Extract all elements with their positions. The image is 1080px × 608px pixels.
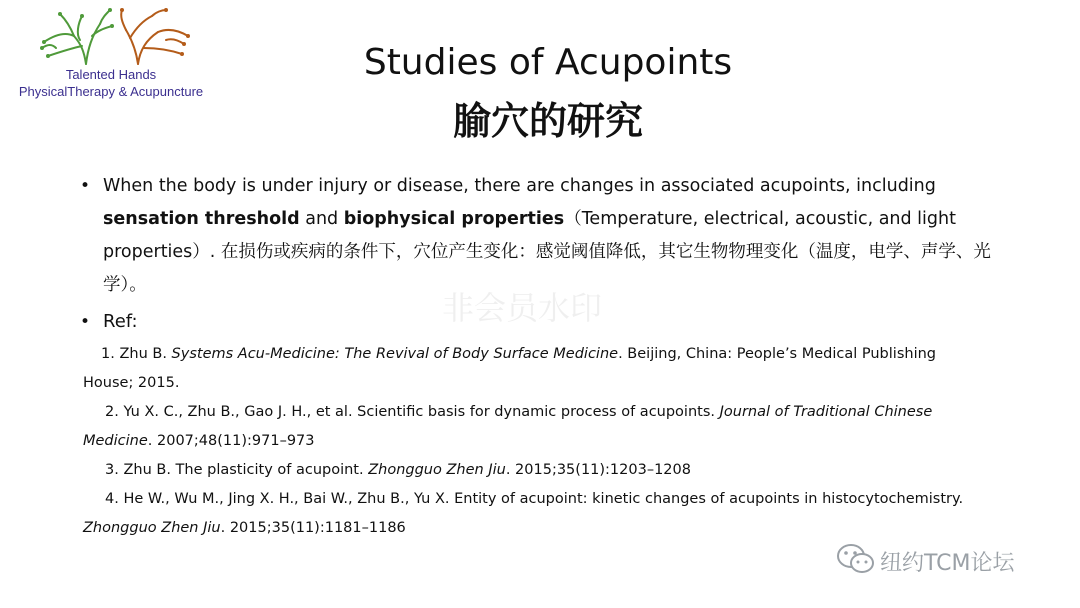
reference-text: Yu X. C., Zhu B., Gao J. H., et al. Scientific basis for dynamic process of acupoints. <box>123 404 720 420</box>
bullet-dot-icon: • <box>80 312 91 332</box>
reference-number: 3. <box>105 462 124 478</box>
reference-number: 2. <box>105 404 124 420</box>
reference-title-italic: Zhongguo Zhen Jiu <box>368 462 506 478</box>
bullet-1-part2: and <box>299 209 344 229</box>
reference-details: . 2007;48(11):971–973 <box>147 433 315 449</box>
watermark-text: 非会员水印 <box>442 289 603 327</box>
reference-details: . Beijing, China: People’s Medical Publishing House; 2015. <box>83 346 936 391</box>
reference-number: 1. <box>101 346 120 362</box>
reference-details: . 2015;35(11):1181–1186 <box>220 520 406 536</box>
reference-details: . 2015;35(11):1203–1208 <box>505 462 691 478</box>
bullet-1-bold2: biophysical properties <box>343 209 565 229</box>
reference-title-italic: Systems Acu-Medicine: The Revival of Body Surface Medicine <box>171 346 619 362</box>
reference-text: He W., Wu M., Jing X. H., Bai W., Zhu B., Yu X. Entity of acupoint: kinetic changes of acupoints in histocytochemistry. <box>123 491 964 507</box>
wechat-account-tag <box>836 540 1051 580</box>
bullet-1-part1: When the body is under injury or disease, there are changes in associated acupoints, including <box>103 176 936 196</box>
slide-title-chinese: 腧穴的研究 <box>452 99 643 143</box>
reference-item <box>83 340 983 398</box>
reference-text: Zhu B. The plasticity of acupoint. <box>123 462 369 478</box>
reference-title-italic: Zhongguo Zhen Jiu <box>83 520 221 536</box>
reference-item <box>83 456 983 485</box>
wechat-icon <box>836 542 876 576</box>
reference-item <box>83 485 983 543</box>
reference-title-italic: Journal of Traditional Chinese Medicine <box>83 404 933 449</box>
reference-text: Zhu B. <box>119 346 172 362</box>
logo-line1: Talented Hands <box>65 67 157 82</box>
reference-item <box>83 398 983 456</box>
bullet-1-text <box>103 170 1008 302</box>
reference-number: 4. <box>105 491 124 507</box>
bullet-1-bold1: sensation threshold <box>103 209 300 229</box>
bullet-dot-icon: • <box>80 176 91 196</box>
logo-line2: PhysicalTherapy & Acupuncture <box>18 84 204 99</box>
ref-label: Ref: <box>103 311 138 332</box>
bullet-1-part3: （Temperature, electrical, acoustic, and light properties）. 在损伤或疾病的条件下，穴位产生变化：感觉阈值降低，其它生物物理变化（温度，电学、声学、光学）。 <box>103 209 991 295</box>
reference-list <box>83 340 983 543</box>
wechat-account-name: 纽约TCM论坛 <box>880 551 1015 576</box>
slide-title-english: Studies of Acupoints <box>363 42 733 83</box>
